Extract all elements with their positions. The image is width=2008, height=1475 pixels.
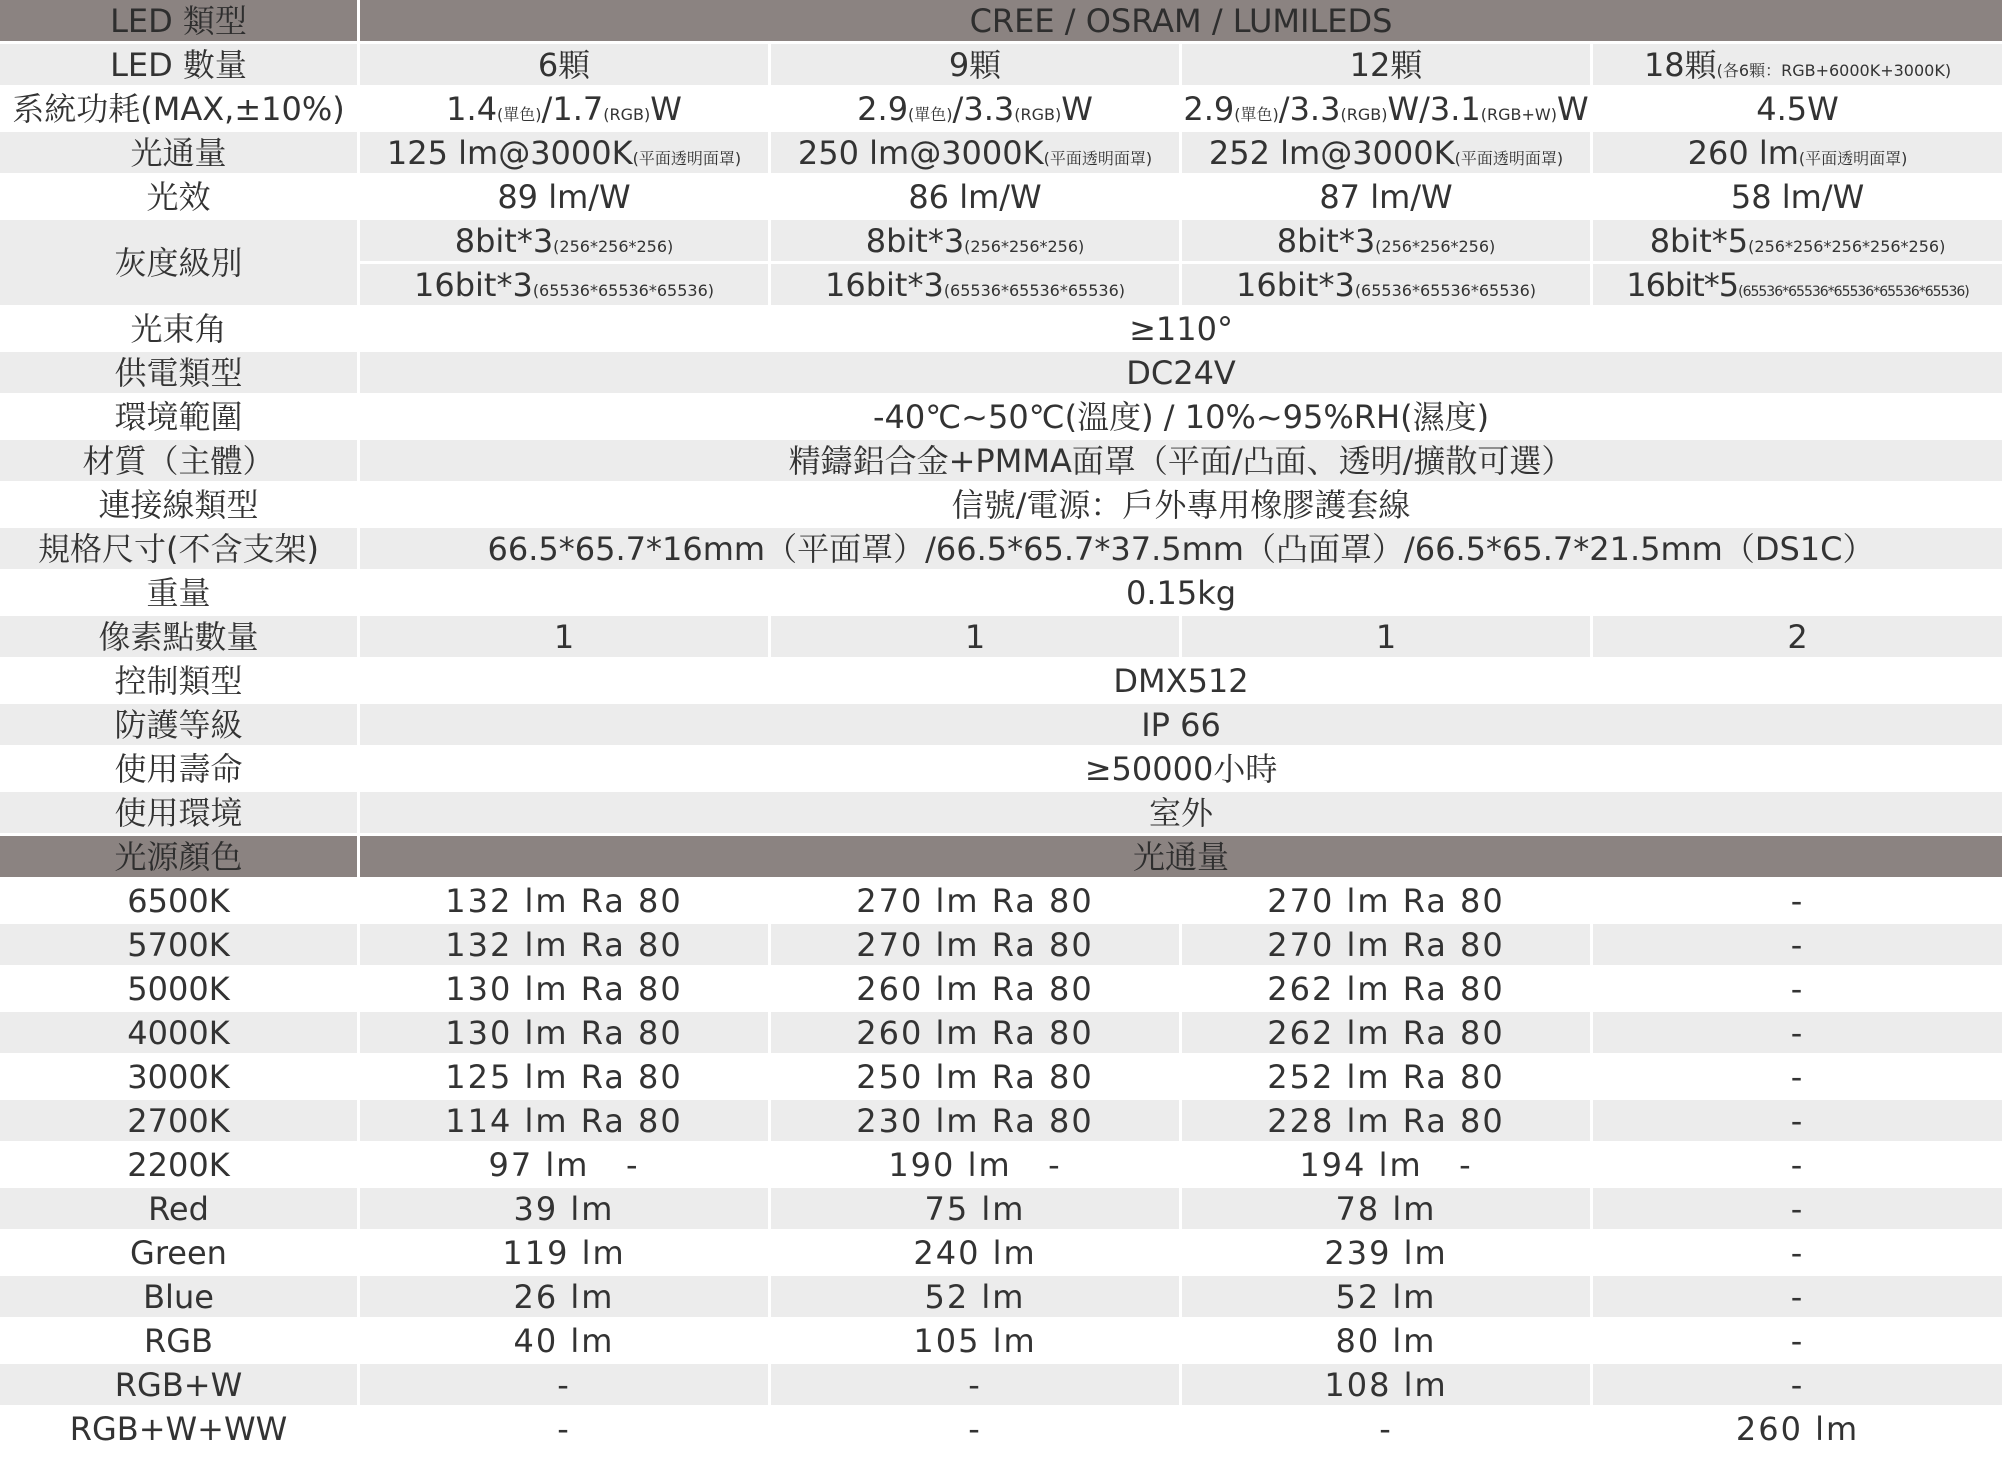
- spec-label: 連接線類型: [0, 484, 360, 528]
- spec-value: 66.5*65.7*16mm（平面罩）/66.5*65.7*37.5mm（凸面罩）/66.5*65.7*21.5mm（DS1C）: [360, 528, 2005, 572]
- spec-row: [0, 396, 2005, 440]
- color-flux-value: 125 lm Ra 80: [360, 1056, 771, 1100]
- color-row: [0, 1012, 2005, 1056]
- color-flux-value: 239 lm: [1182, 1232, 1593, 1276]
- spec-row: [0, 484, 2005, 528]
- color-flux-value: 40 lm: [360, 1320, 771, 1364]
- efficacy-value: 89 lm/W: [360, 176, 771, 220]
- pixel-count-row: [0, 616, 2005, 660]
- color-row: [0, 1320, 2005, 1364]
- led-count-value: 9顆: [771, 44, 1182, 88]
- color-flux-value: 130 lm Ra 80: [360, 1012, 771, 1056]
- color-flux-value: 26 lm: [360, 1276, 771, 1320]
- color-label: 4000K: [0, 1012, 360, 1056]
- color-flux-value: -: [1593, 1012, 2005, 1056]
- efficacy-value: 58 lm/W: [1593, 176, 2005, 220]
- color-label: Blue: [0, 1276, 360, 1320]
- color-flux-value: -: [771, 1364, 1182, 1408]
- spec-label: 環境範圍: [0, 396, 360, 440]
- color-flux-value: -: [1593, 1320, 2005, 1364]
- grayscale-value: 16bit*3(65536*65536*65536): [360, 264, 771, 308]
- color-label: 6500K: [0, 880, 360, 924]
- color-flux-value: 260 lm Ra 80: [771, 968, 1182, 1012]
- color-flux-value: 228 lm Ra 80: [1182, 1100, 1593, 1144]
- efficacy-label: 光效: [0, 176, 360, 220]
- spec-label: 重量: [0, 572, 360, 616]
- color-flux-value: 130 lm Ra 80: [360, 968, 771, 1012]
- color-flux-value: 252 lm Ra 80: [1182, 1056, 1593, 1100]
- color-label: RGB+W: [0, 1364, 360, 1408]
- color-row: [0, 880, 2005, 924]
- spec-label: 使用壽命: [0, 748, 360, 792]
- color-label: RGB+W+WW: [0, 1408, 360, 1452]
- color-flux-value: 52 lm: [1182, 1276, 1593, 1320]
- color-flux-value: 270 lm Ra 80: [1182, 924, 1593, 968]
- grayscale-value: 8bit*3(256*256*256): [360, 220, 771, 264]
- color-flux-value: -: [1593, 924, 2005, 968]
- spec-value: ≥50000小時: [360, 748, 2005, 792]
- color-label: 2700K: [0, 1100, 360, 1144]
- color-row: [0, 1364, 2005, 1408]
- spec-row: [0, 792, 2005, 836]
- luminous-flux-value: 250 lm@3000K(平面透明面罩): [771, 132, 1182, 176]
- color-flux-value: -: [1593, 1276, 2005, 1320]
- color-row: [0, 1188, 2005, 1232]
- pixel-count-label: 像素點數量: [0, 616, 360, 660]
- power-row: [0, 88, 2005, 132]
- color-flux-value: 114 lm Ra 80: [360, 1100, 771, 1144]
- color-flux-value: 270 lm Ra 80: [771, 880, 1182, 924]
- spec-label: 光束角: [0, 308, 360, 352]
- spec-value: 室外: [360, 792, 2005, 836]
- spec-label: 規格尺寸(不含支架): [0, 528, 360, 572]
- color-row: [0, 968, 2005, 1012]
- spec-row: [0, 660, 2005, 704]
- efficacy-row: [0, 176, 2005, 220]
- pixel-count-value: 1: [1182, 616, 1593, 660]
- grayscale-value: 8bit*3(256*256*256): [771, 220, 1182, 264]
- pixel-count-value: 1: [360, 616, 771, 660]
- spec-row: [0, 704, 2005, 748]
- luminous-flux-value: 260 lm(平面透明面罩): [1593, 132, 2005, 176]
- color-flux-value: 270 lm Ra 80: [1182, 880, 1593, 924]
- color-flux-value: -: [1182, 1408, 1593, 1452]
- grayscale-value: 16bit*3(65536*65536*65536): [771, 264, 1182, 308]
- color-flux-value: 260 lm Ra 80: [771, 1012, 1182, 1056]
- spec-value: 信號/電源：戶外專用橡膠護套線: [360, 484, 2005, 528]
- spec-value: 0.15kg: [360, 572, 2005, 616]
- luminous-flux-value: 252 lm@3000K(平面透明面罩): [1182, 132, 1593, 176]
- grayscale-value: 16bit*3(65536*65536*65536): [1182, 264, 1593, 308]
- color-label: 5700K: [0, 924, 360, 968]
- pixel-count-value: 1: [771, 616, 1182, 660]
- led-count-row: [0, 44, 2005, 88]
- led-count-value: 12顆: [1182, 44, 1593, 88]
- grayscale-value: 8bit*3(256*256*256): [1182, 220, 1593, 264]
- led-type-row: [0, 0, 2005, 44]
- pixel-count-value: 2: [1593, 616, 2005, 660]
- spec-value: ≥110°: [360, 308, 2005, 352]
- color-flux-value: -: [360, 1364, 771, 1408]
- color-flux-value: 39 lm: [360, 1188, 771, 1232]
- grayscale-row-1: [0, 220, 2005, 264]
- led-type-value: CREE / OSRAM / LUMILEDS: [360, 0, 2005, 44]
- efficacy-value: 86 lm/W: [771, 176, 1182, 220]
- color-header-row: [0, 836, 2005, 880]
- color-flux-value: -: [1593, 1144, 2005, 1188]
- color-flux-value: 97 lm -: [360, 1144, 771, 1188]
- color-flux-value: 52 lm: [771, 1276, 1182, 1320]
- color-row: [0, 1100, 2005, 1144]
- color-label: Green: [0, 1232, 360, 1276]
- color-row: [0, 1408, 2005, 1452]
- color-flux-value: 240 lm: [771, 1232, 1182, 1276]
- luminous-flux-label: 光通量: [0, 132, 360, 176]
- color-flux-value: 119 lm: [360, 1232, 771, 1276]
- color-flux-value: 262 lm Ra 80: [1182, 1012, 1593, 1056]
- spec-row: [0, 748, 2005, 792]
- color-flux-value: 108 lm: [1182, 1364, 1593, 1408]
- color-flux-value: -: [1593, 1188, 2005, 1232]
- luminous-flux-value: 125 lm@3000K(平面透明面罩): [360, 132, 771, 176]
- color-flux-value: -: [1593, 1056, 2005, 1100]
- grayscale-value: 16bit*5(65536*65536*65536*65536*65536): [1593, 264, 2005, 308]
- color-flux-value: 105 lm: [771, 1320, 1182, 1364]
- spec-label: 控制類型: [0, 660, 360, 704]
- power-label: 系統功耗(MAX,±10%): [0, 88, 360, 132]
- color-flux-value: -: [1593, 880, 2005, 924]
- color-row: [0, 1276, 2005, 1320]
- color-flux-value: 75 lm: [771, 1188, 1182, 1232]
- color-label: 3000K: [0, 1056, 360, 1100]
- power-value: 1.4(單色)/1.7(RGB)W: [360, 88, 771, 132]
- color-flux-value: 190 lm -: [771, 1144, 1182, 1188]
- spec-row: [0, 352, 2005, 396]
- color-label: RGB: [0, 1320, 360, 1364]
- color-header-label: 光源顏色: [0, 836, 360, 880]
- color-row: [0, 1232, 2005, 1276]
- power-value: 2.9(單色)/3.3(RGB)W/3.1(RGB+W)W: [1182, 88, 1593, 132]
- spec-value: IP 66: [360, 704, 2005, 748]
- color-flux-value: 132 lm Ra 80: [360, 924, 771, 968]
- color-flux-value: 194 lm -: [1182, 1144, 1593, 1188]
- color-flux-rows: [0, 880, 2005, 1452]
- spec-row: [0, 308, 2005, 352]
- spec-row: [0, 440, 2005, 484]
- led-type-label: LED 類型: [0, 0, 360, 44]
- spec-row: [0, 572, 2005, 616]
- color-row: [0, 1144, 2005, 1188]
- color-flux-value: -: [771, 1408, 1182, 1452]
- color-flux-value: 250 lm Ra 80: [771, 1056, 1182, 1100]
- led-count-label: LED 數量: [0, 44, 360, 88]
- spec-label: 供電類型: [0, 352, 360, 396]
- led-count-note: (各6顆：RGB+6000K+3000K): [1716, 60, 1952, 80]
- grayscale-value: 8bit*5(256*256*256*256*256): [1593, 220, 2005, 264]
- color-row: [0, 924, 2005, 968]
- spec-label: 使用環境: [0, 792, 360, 836]
- luminous-flux-row: [0, 132, 2005, 176]
- color-header-value: 光通量: [360, 836, 2005, 880]
- spec-value: DMX512: [360, 660, 2005, 704]
- color-label: 2200K: [0, 1144, 360, 1188]
- led-count-value: 18顆(各6顆：RGB+6000K+3000K): [1593, 44, 2005, 88]
- color-flux-value: 270 lm Ra 80: [771, 924, 1182, 968]
- color-label: Red: [0, 1188, 360, 1232]
- led-count-value: 6顆: [360, 44, 771, 88]
- color-flux-value: 260 lm: [1593, 1408, 2005, 1452]
- efficacy-value: 87 lm/W: [1182, 176, 1593, 220]
- color-flux-value: -: [1593, 1364, 2005, 1408]
- power-value: 2.9(單色)/3.3(RGB)W: [771, 88, 1182, 132]
- spec-label: 材質（主體）: [0, 440, 360, 484]
- color-row: [0, 1056, 2005, 1100]
- spec-value: -40℃~50℃(溫度) / 10%~95%RH(濕度): [360, 396, 2005, 440]
- color-label: 5000K: [0, 968, 360, 1012]
- color-flux-value: -: [1593, 1232, 2005, 1276]
- spec-label: 防護等級: [0, 704, 360, 748]
- color-flux-value: -: [1593, 1100, 2005, 1144]
- spec-row: [0, 528, 2005, 572]
- color-flux-value: 230 lm Ra 80: [771, 1100, 1182, 1144]
- grayscale-label: 灰度級別: [0, 220, 360, 308]
- power-value: 4.5W: [1593, 88, 2005, 132]
- color-flux-value: 78 lm: [1182, 1188, 1593, 1232]
- spec-value: DC24V: [360, 352, 2005, 396]
- color-flux-value: 80 lm: [1182, 1320, 1593, 1364]
- color-flux-value: 132 lm Ra 80: [360, 880, 771, 924]
- color-flux-value: 262 lm Ra 80: [1182, 968, 1593, 1012]
- spec-value: 精鑄鋁合金+PMMA面罩（平面/凸面、透明/擴散可選）: [360, 440, 2005, 484]
- color-flux-value: -: [360, 1408, 771, 1452]
- color-flux-value: -: [1593, 968, 2005, 1012]
